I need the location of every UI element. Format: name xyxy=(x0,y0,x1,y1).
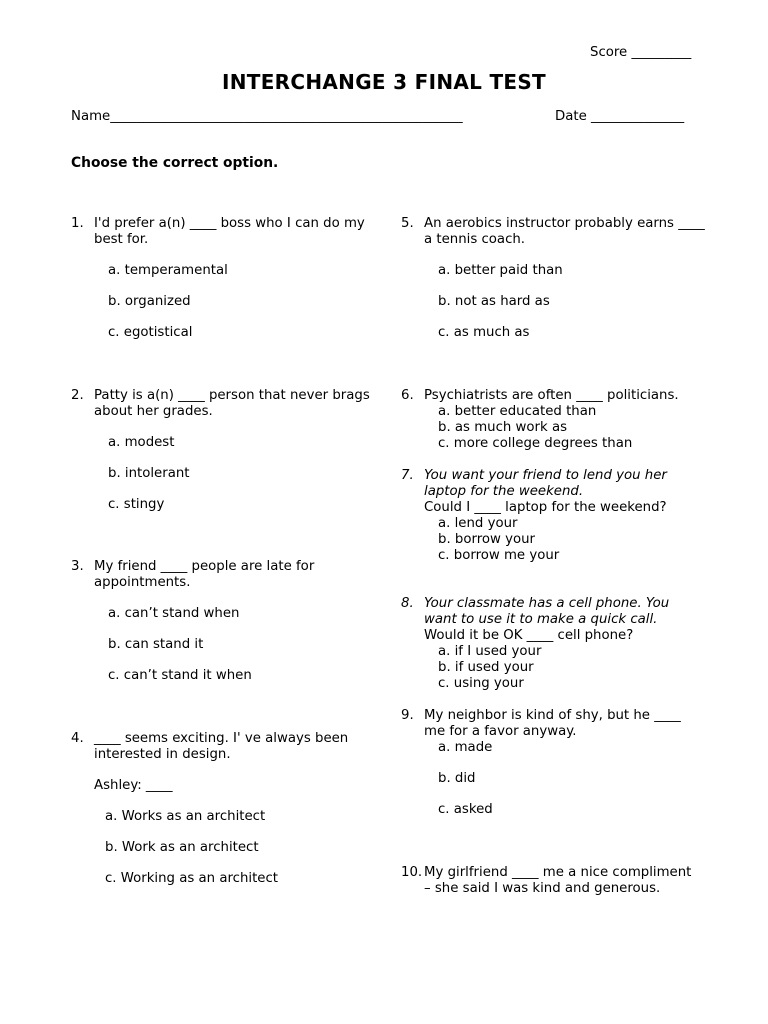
option-c[interactable]: c. asked xyxy=(438,802,493,817)
question-situation: Your classmate has a cell phone. You want to use it to make a quick call. xyxy=(424,596,670,627)
question-stem: An aerobics instructor probably earns ____ a tennis coach. xyxy=(424,216,705,247)
option-a[interactable]: a. can’t stand when xyxy=(108,606,240,621)
question-number: 3. xyxy=(71,559,84,574)
question-stem: My neighbor is kind of shy, but he ____ me for a favor anyway. xyxy=(424,708,681,739)
question-stem: Patty is a(n) ____ person that never brags about her grades. xyxy=(94,388,370,419)
page-title: INTERCHANGE 3 FINAL TEST xyxy=(221,70,547,94)
question-9 xyxy=(401,708,701,818)
option-b[interactable]: b. did xyxy=(438,771,476,786)
question-prompt: Would it be OK ____ cell phone? xyxy=(424,628,634,643)
option-c[interactable]: c. as much as xyxy=(438,325,530,340)
option-b[interactable]: b. can stand it xyxy=(108,637,204,652)
option-a[interactable]: a. better educated than xyxy=(438,404,597,419)
question-stem: My girlfriend ____ me a nice compliment – she said I was kind and generous. xyxy=(424,865,692,896)
question-2 xyxy=(71,388,371,513)
question-8 xyxy=(401,596,701,692)
speaker-prompt: Ashley: ____ xyxy=(94,778,173,793)
option-c[interactable]: c. using your xyxy=(438,676,524,691)
option-a[interactable]: a. Works as an architect xyxy=(105,809,266,824)
question-3 xyxy=(71,559,371,684)
question-number: 2. xyxy=(71,388,84,403)
question-stem: ____ seems exciting. I' ve always been interested in design. xyxy=(94,731,349,762)
question-situation: You want your friend to lend you her laptop for the weekend. xyxy=(424,468,667,499)
option-a[interactable]: a. temperamental xyxy=(108,263,228,278)
question-prompt: Could I ____ laptop for the weekend? xyxy=(424,500,667,515)
option-c[interactable]: c. more college degrees than xyxy=(438,436,633,451)
option-a[interactable]: a. better paid than xyxy=(438,263,563,278)
option-c[interactable]: c. Working as an architect xyxy=(105,871,279,886)
question-number: 1. xyxy=(71,216,84,231)
name-field: Name_____________________________________________________ xyxy=(71,109,463,124)
option-c[interactable]: c. can’t stand it when xyxy=(108,668,252,683)
option-b[interactable]: b. intolerant xyxy=(108,466,190,481)
option-b[interactable]: b. organized xyxy=(108,294,191,309)
question-number: 9. xyxy=(401,708,414,723)
option-c[interactable]: c. stingy xyxy=(108,497,165,512)
option-b[interactable]: b. Work as an architect xyxy=(105,840,259,855)
question-number: 10. xyxy=(401,865,423,880)
question-number: 5. xyxy=(401,216,414,231)
score-field: Score _________ xyxy=(590,45,692,60)
instructions: Choose the correct option. xyxy=(71,155,279,171)
question-4 xyxy=(71,731,381,887)
question-5 xyxy=(401,216,711,341)
option-b[interactable]: b. borrow your xyxy=(438,532,536,547)
option-a[interactable]: a. modest xyxy=(108,435,175,450)
question-10 xyxy=(401,865,701,897)
question-stem: I'd prefer a(n) ____ boss who I can do my best for. xyxy=(94,216,365,247)
question-number: 8. xyxy=(401,596,414,611)
option-c[interactable]: c. borrow me your xyxy=(438,548,560,563)
question-number: 6. xyxy=(401,388,414,403)
option-b[interactable]: b. if used your xyxy=(438,660,534,675)
question-7 xyxy=(401,468,701,564)
option-c[interactable]: c. egotistical xyxy=(108,325,193,340)
question-stem: Psychiatrists are often ____ politicians. xyxy=(424,388,679,403)
option-a[interactable]: a. lend your xyxy=(438,516,518,531)
option-a[interactable]: a. if I used your xyxy=(438,644,542,659)
question-number: 7. xyxy=(401,468,414,483)
option-b[interactable]: b. not as hard as xyxy=(438,294,550,309)
option-a[interactable]: a. made xyxy=(438,740,493,755)
question-number: 4. xyxy=(71,731,84,746)
date-field: Date ______________ xyxy=(555,109,685,124)
question-1 xyxy=(71,216,371,341)
question-stem: My friend ____ people are late for appointments. xyxy=(94,559,315,590)
question-6 xyxy=(401,388,711,452)
option-b[interactable]: b. as much work as xyxy=(438,420,568,435)
